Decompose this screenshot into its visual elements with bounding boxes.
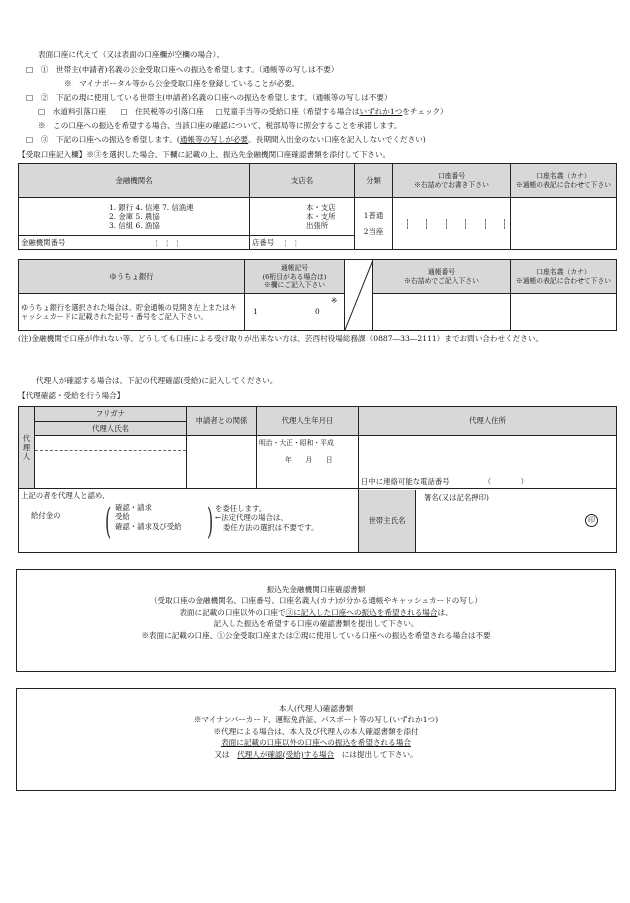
right-brace: ) bbox=[207, 500, 214, 543]
relation-header: 申請者との関係 bbox=[187, 407, 257, 436]
choose-one: いずれか1つ bbox=[359, 107, 403, 116]
option-3-required: 通帳等の写しが必要 bbox=[179, 135, 249, 144]
box2-line4-underline: 代理人が確認(受給)する場合 bbox=[237, 749, 335, 759]
box2-line4-b: には提出して下さい。 bbox=[334, 749, 418, 759]
bank-code-label: 金融機関番号 bbox=[21, 237, 66, 247]
number-header-label: 口座番号 bbox=[437, 172, 466, 181]
entrust-block bbox=[215, 504, 319, 532]
era-options: 明治・大正・昭和・平成 bbox=[259, 439, 334, 447]
passbook-symbol-field[interactable] bbox=[245, 294, 345, 331]
account-document-box bbox=[16, 569, 616, 672]
address-field[interactable] bbox=[359, 436, 617, 489]
digit-cell bbox=[417, 219, 427, 229]
holder-header bbox=[511, 164, 617, 198]
phone-label: 日中に連絡可能な電話番号 bbox=[361, 476, 450, 486]
option-1-note: ※ マイナポータル等から公金受取口座を登録していることが必要。 bbox=[64, 79, 300, 88]
box1-line4: ※表面に記載の口座、①公金受取口座または②現に使用している口座への振込を希望される場合は不要 bbox=[141, 630, 491, 640]
furigana-header: フリガナ bbox=[35, 407, 187, 422]
digit-cell bbox=[495, 219, 505, 229]
entrust-text: を委任します。 bbox=[215, 504, 267, 513]
bank-types-2: 2. 金庫 5. 農協 bbox=[109, 211, 160, 221]
intro-line: 表面口座に代えて（又は表面の口座欄が空欄の場合）、 bbox=[38, 50, 225, 59]
box1-title: 振込先金融機関口座確認書類 bbox=[266, 585, 366, 594]
benefit-label: 給付金の bbox=[31, 511, 61, 520]
diagonal-cell bbox=[345, 260, 373, 331]
identity-document-box bbox=[16, 688, 616, 791]
diagonal-line bbox=[345, 260, 373, 330]
account-type-1: 1普通 bbox=[363, 211, 384, 221]
box1-line2-underline: ③に記入した口座への振込を希望される場合 bbox=[285, 607, 438, 617]
box2-line3: 表面に記載の口座以外の口座への振込を希望される場合 bbox=[221, 738, 411, 748]
option-1-checkbox[interactable]: □ ① 世帯主(申請者)名義の公金受取口座への振込を希望します。（通帳等の写しは不要） bbox=[26, 65, 339, 74]
bank-name-field[interactable] bbox=[19, 198, 250, 236]
choice-confirm-request[interactable]: 確認・請求 bbox=[115, 503, 152, 512]
legal-note-2: 委任方法の選択は不要です。 bbox=[223, 522, 319, 532]
choice-both[interactable]: 確認・請求及び受給 bbox=[115, 521, 182, 531]
choice-receive[interactable]: 受給 bbox=[115, 512, 130, 522]
box2-line2: ※代理による場合は、本人及び代理人の本人確認書類を添付 bbox=[213, 726, 419, 736]
yucho-table bbox=[18, 259, 617, 331]
holder-header-note: ※通帳の表記に合わせて下さい bbox=[515, 180, 612, 189]
symbol-digit-0: 0 bbox=[315, 307, 320, 317]
option-3-note: 。長期間入出金のない口座を記入しないでください) bbox=[248, 135, 426, 144]
digit-cell bbox=[398, 219, 408, 229]
phone-field[interactable]: （ ） bbox=[483, 476, 529, 486]
number-header bbox=[393, 164, 511, 198]
yucho-holder-note: ※通帳の表記に合わせて下さい bbox=[515, 276, 612, 285]
branch-header: 支店名 bbox=[250, 164, 355, 198]
left-brace: ( bbox=[105, 500, 112, 543]
passbook-number-note: ※右詰めでご記入下さい bbox=[404, 276, 479, 285]
yucho-holder-header bbox=[511, 260, 617, 294]
box1-line1: （受取口座の金融機関名、口座番号、口座名義人(カナ)が分かる通帳やキャッシュカードの写し） bbox=[149, 596, 483, 606]
box1-line2 bbox=[17, 607, 615, 618]
box2-line1: ※マイナンバーカード、運転免許証、パスポート等の写し(いずれか1つ) bbox=[193, 715, 439, 725]
option-2-note: ※ この口座への振込を希望する場合、当該口座の確認について、税部局等に照会することを承諾します。 bbox=[38, 121, 402, 130]
relation-field[interactable] bbox=[187, 436, 257, 489]
branch-types-3: 出張所 bbox=[306, 221, 329, 231]
check-suffix: をチェック） bbox=[402, 107, 448, 116]
digit-cell bbox=[437, 219, 447, 229]
option-2-subchoices bbox=[38, 107, 448, 117]
delegation-cell bbox=[19, 489, 359, 553]
branch-name-field[interactable] bbox=[250, 198, 355, 236]
child-allowance-checkbox[interactable]: □児童手当等の受給口座（希望する場合は bbox=[215, 107, 360, 116]
branch-code-field[interactable]: 店番号 ¦¦ bbox=[250, 236, 355, 250]
birth-field[interactable] bbox=[257, 436, 359, 489]
bank-code-field[interactable]: 金融機関番号 ¦¦¦ bbox=[19, 236, 250, 250]
box1-line2-b: は、 bbox=[437, 607, 453, 617]
householder-cell bbox=[359, 489, 617, 553]
passbook-number-field[interactable] bbox=[373, 294, 511, 331]
proxy-side-label: 代理人 bbox=[19, 407, 35, 489]
proxy-name-field[interactable] bbox=[35, 436, 187, 489]
option-2-checkbox[interactable]: □ ② 下記の現に使用している世帯主(申請者)名義の口座への振込を希望します。（通帳等の写しは不要） bbox=[26, 93, 392, 102]
symbol-header-note2: ※欄にご記入下さい bbox=[263, 280, 326, 289]
birth-header: 代理人生年月日 bbox=[257, 407, 359, 436]
box2-line4-a: 又は bbox=[214, 749, 238, 759]
symbol-header-note1: (6桁目がある場合は) bbox=[262, 272, 327, 281]
seal-mark: 印 bbox=[585, 514, 598, 527]
yucho-holder-field[interactable] bbox=[511, 294, 617, 331]
box1-line2-a: 表面に記載の口座以外の口座で bbox=[179, 607, 286, 617]
symbol-header-label: 通帳記号 bbox=[280, 264, 309, 273]
yucho-header: ゆうちょ銀行 bbox=[19, 260, 245, 294]
bank-table bbox=[18, 163, 617, 250]
account-number-field[interactable] bbox=[393, 198, 511, 250]
water-checkbox[interactable]: □ 水道料引落口座 bbox=[38, 107, 106, 116]
tax-checkbox[interactable]: □ 住民税等の引落口座 bbox=[120, 107, 204, 116]
date-parts: 年 月 日 bbox=[285, 456, 333, 465]
box2-line4 bbox=[17, 749, 615, 760]
option-3-label: □ ③ 下記の口座への振込を希望します。( bbox=[26, 135, 180, 144]
signature-field[interactable] bbox=[416, 490, 616, 552]
choice-list[interactable] bbox=[115, 503, 182, 531]
branch-types-1: 本・支店 bbox=[306, 202, 336, 212]
box2-title: 本人(代理人)確認書類 bbox=[278, 704, 354, 713]
proxy-table bbox=[18, 406, 617, 553]
bank-footnote: (注)金融機関で口座が作れない等、どうしても口座による受け取りが出来ない方は、芸西村役場総務課（0887―33―2111）までお問い合わせください。 bbox=[18, 334, 544, 343]
account-type-2: 2当座 bbox=[363, 226, 384, 236]
signature-label: 署名(又は記名押印) bbox=[424, 492, 489, 502]
type-header: 分類 bbox=[355, 164, 393, 198]
holder-header-label: 口座名義（カナ） bbox=[536, 172, 591, 181]
option-3-checkbox[interactable] bbox=[26, 135, 426, 145]
householder-label: 世帯主氏名 bbox=[359, 490, 416, 552]
symbol-digit-1: 1 bbox=[253, 307, 258, 317]
bank-types-1: 1. 銀行 4. 信連 7. 信漁連 bbox=[109, 202, 194, 212]
branch-code-label: 店番号 bbox=[252, 237, 275, 247]
account-holder-field[interactable] bbox=[511, 198, 617, 250]
symbol-mark: ※ bbox=[331, 296, 338, 306]
box1-line3: 記入した振込を希望する口座の確認書類を提出して下さい。 bbox=[213, 619, 419, 629]
digit-cell bbox=[456, 219, 466, 229]
bank-heading: 【受取口座記入欄】※③を選択した場合、下欄に記載の上、振込先金融機関口座確認書類を添付して下さい。 bbox=[18, 150, 391, 159]
digit-cell bbox=[476, 219, 486, 229]
proxy-intro: 代理人が確認する場合は、下記の代理確認(受給)に記入してください。 bbox=[36, 376, 278, 385]
account-type-field[interactable] bbox=[355, 198, 393, 250]
number-header-note: ※右詰めでお書き下さい bbox=[414, 180, 489, 189]
legal-note-1: ←法定代理の場合は、 bbox=[215, 513, 288, 523]
passbook-number-label: 通帳番号 bbox=[427, 268, 456, 277]
yucho-description: ゆうちょ銀行を選択された場合は、貯金通帳の見開き左上またはキャッシュカードに記載された記号・番号をご記入下さい。 bbox=[19, 294, 245, 331]
address-header: 代理人住所 bbox=[359, 407, 617, 436]
yucho-holder-label: 口座名義（カナ） bbox=[536, 268, 591, 277]
proxy-heading: 【代理確認・受給を行う場合】 bbox=[18, 391, 125, 400]
bank-types-3: 3. 信組 6. 漁協 bbox=[109, 221, 160, 231]
branch-types-2: 本・支所 bbox=[306, 211, 336, 221]
passbook-number-header bbox=[373, 260, 511, 294]
symbol-header bbox=[245, 260, 345, 294]
bank-name-header: 金融機関名 bbox=[19, 164, 250, 198]
delegation-text: 上記の者を代理人と認め、 bbox=[21, 491, 110, 500]
proxy-name-header: 代理人氏名 bbox=[35, 422, 187, 436]
